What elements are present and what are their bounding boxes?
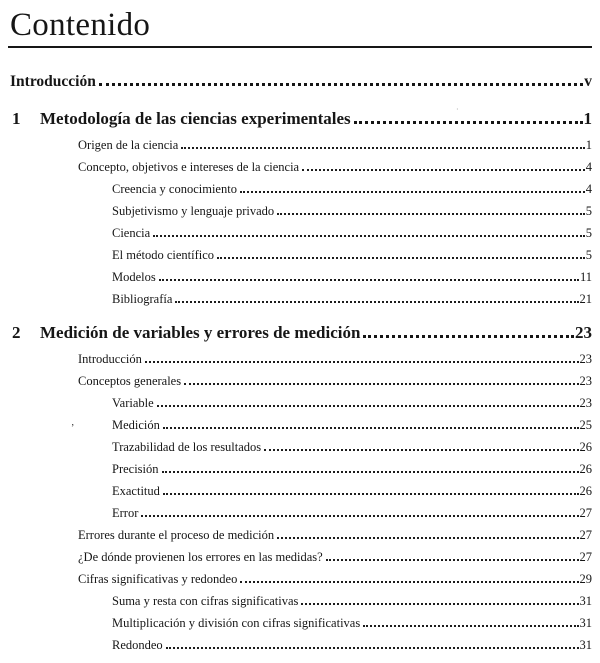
toc-entry	[0, 200, 600, 222]
toc-entry-page: 5	[585, 204, 592, 218]
toc-entry-page: 31	[579, 594, 592, 608]
toc-entry-label: Introducción	[78, 352, 142, 366]
dot-leader	[175, 301, 578, 303]
toc-entry-page: 5	[585, 226, 592, 240]
toc-entry	[0, 392, 600, 414]
toc-entry	[0, 436, 600, 458]
dot-leader	[217, 257, 585, 259]
dot-leader	[326, 559, 579, 561]
toc-entry	[0, 370, 600, 392]
toc-entry	[0, 222, 600, 244]
toc-entry-page: 31	[579, 616, 592, 630]
scan-speck: ’	[71, 423, 75, 434]
toc-entry	[0, 590, 600, 612]
toc-entry-page: 4	[585, 160, 592, 174]
toc-entry-label: Redondeo	[112, 638, 163, 652]
toc-entry-page: 27	[579, 550, 592, 564]
toc-entry	[0, 134, 600, 156]
dot-leader	[302, 169, 585, 171]
toc-entry	[0, 156, 600, 178]
toc-entry-label: ¿De dónde provienen los errores en las medidas?	[78, 550, 323, 564]
dot-leader	[354, 121, 583, 124]
toc-entry-label: El método científico	[112, 248, 215, 262]
toc-entry-page: 23	[579, 352, 592, 366]
toc-entry-page: 5	[585, 248, 592, 262]
toc-entry	[0, 634, 600, 656]
toc-entry-label: Variable	[112, 396, 154, 410]
toc-entry-label: Trazabilidad de los resultados	[112, 440, 262, 454]
toc-entry-label: Multiplicación y división con cifras significativas	[112, 616, 361, 630]
toc-chapter-heading	[0, 106, 600, 132]
toc-entry-page: 31	[579, 638, 592, 652]
toc-entry	[0, 568, 600, 590]
toc-entry-label: Medición	[112, 418, 160, 432]
toc-entry	[0, 266, 600, 288]
dot-leader	[153, 235, 585, 237]
toc-entry-front-matter	[0, 72, 600, 92]
toc-entry	[0, 244, 600, 266]
toc-entry-page: 27	[579, 506, 592, 520]
toc-entry-page: 21	[579, 292, 592, 306]
dot-leader	[363, 335, 574, 338]
toc-entry-page: 26	[579, 440, 592, 454]
scan-speck: ·	[456, 105, 459, 114]
toc-entry	[0, 524, 600, 546]
toc-entry	[0, 502, 600, 524]
toc-chapter-heading	[0, 320, 600, 346]
dot-leader	[181, 147, 584, 149]
toc-entry-label: Cifras significativas y redondeo	[78, 572, 238, 586]
chapter-page: 23	[575, 323, 592, 342]
toc-entry-label: Introducción	[10, 73, 96, 90]
toc-entry-label: Creencia y conocimiento	[112, 182, 237, 196]
toc-entry-page: 26	[579, 462, 592, 476]
toc-entry-label: Concepto, objetivos e intereses de la ciencia	[78, 160, 300, 174]
toc-entry	[0, 288, 600, 310]
toc-entry-label: Subjetivismo y lenguaje privado	[112, 204, 275, 218]
toc-entry	[0, 612, 600, 634]
toc-entry-page: 25	[579, 418, 592, 432]
dot-leader	[159, 279, 579, 281]
toc-entry	[0, 178, 600, 200]
dot-leader	[240, 191, 585, 193]
toc-entry-label: Precisión	[112, 462, 159, 476]
toc-entry-label: Conceptos generales	[78, 374, 182, 388]
toc-entry-page: 27	[579, 528, 592, 542]
toc-entry	[0, 414, 600, 436]
dot-leader	[157, 405, 579, 407]
toc-entry-label: Bibliografía	[112, 292, 173, 306]
toc-entry	[0, 458, 600, 480]
toc-entry-label: Ciencia	[112, 226, 151, 240]
toc-entry-label: Modelos	[112, 270, 156, 284]
dot-leader	[99, 83, 583, 86]
toc-entry-label: Errores durante el proceso de medición	[78, 528, 275, 542]
dot-leader	[363, 625, 578, 627]
chapter-title: Medición de variables y errores de medición	[40, 323, 361, 342]
toc-entry-page: 23	[579, 396, 592, 410]
toc-entry-page: 29	[579, 572, 592, 586]
toc-entry	[0, 546, 600, 568]
title-underline	[8, 7, 592, 48]
page-title: Contenido	[10, 7, 151, 43]
toc-entry	[0, 480, 600, 502]
dot-leader	[141, 515, 578, 517]
toc-entry-page: v	[584, 73, 592, 90]
dot-leader	[163, 493, 579, 495]
dot-leader	[301, 603, 578, 605]
toc-entry-page: 23	[579, 374, 592, 388]
toc-entry-page: 11	[579, 270, 592, 284]
toc-entry	[0, 348, 600, 370]
dot-leader	[162, 471, 579, 473]
dot-leader	[166, 647, 579, 649]
chapter-number: 1	[12, 109, 21, 128]
chapter-title: Metodología de las ciencias experimentales	[40, 109, 351, 128]
dot-leader	[184, 383, 578, 385]
toc-entry-label: Error	[112, 506, 139, 520]
dot-leader	[264, 449, 578, 451]
toc-entry-label: Origen de la ciencia	[78, 138, 179, 152]
dot-leader	[277, 213, 585, 215]
chapter-page: 1	[583, 109, 592, 128]
dot-leader	[145, 361, 579, 363]
toc-entry-page: 1	[585, 138, 592, 152]
toc-entry-page: 4	[585, 182, 592, 196]
toc-entry-label: Suma y resta con cifras significativas	[112, 594, 299, 608]
dot-leader	[277, 537, 578, 539]
dot-leader	[163, 427, 579, 429]
dot-leader	[240, 581, 578, 583]
chapter-number: 2	[12, 323, 21, 342]
toc-entry-page: 26	[579, 484, 592, 498]
toc-entry-label: Exactitud	[112, 484, 160, 498]
